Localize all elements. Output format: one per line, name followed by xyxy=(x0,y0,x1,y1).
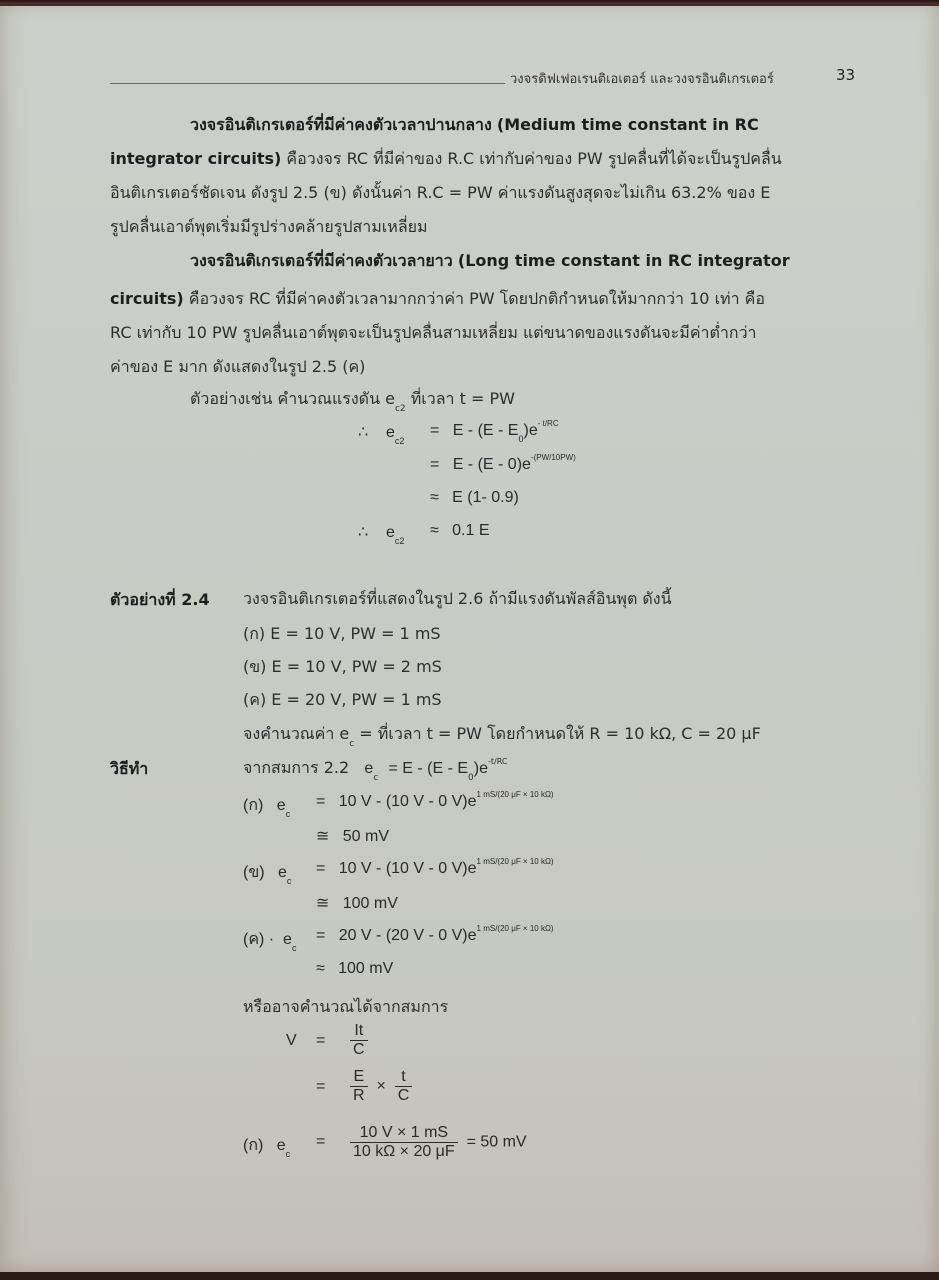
eq-result: 0.1 E xyxy=(452,522,490,539)
part-tag: (ก) xyxy=(243,797,264,814)
part-result: 100 mV xyxy=(342,895,398,912)
frac-num: t xyxy=(395,1068,413,1087)
alt-eq-lhs: V xyxy=(286,1032,297,1049)
final-calc-frac xyxy=(350,1124,527,1161)
eq-expr: E (1- 0.9) xyxy=(452,489,519,506)
question-text-after: = ที่เวลา t = PW โดยกำหนดให้ R = 10 kΩ, C = 20 μF xyxy=(354,724,761,743)
solution-part-c-rhs: = 20 V - (20 V - 0 $V)e^{1 mS/(20 \mu F \times 10 k\Omega)}$ xyxy=(316,924,554,944)
medium-line-3: อินติเกรเตอร์ชัดเจน ดังรูป 2.5 (ข) ดังนั้นค่า R.C = PW ค่าแรงดันสูงสุดจะไม่เกิน 63.2% ของ E xyxy=(110,183,771,202)
derivation-step-1-rhs xyxy=(430,419,559,444)
eq-sub: 0 xyxy=(518,434,524,444)
part-result: 50 mV xyxy=(342,828,389,845)
example-intro-text-after: ที่เวลา t = PW xyxy=(405,389,515,408)
solution-part-c xyxy=(243,927,296,952)
medium-line-2 xyxy=(110,142,782,176)
part-tag: (ค) · xyxy=(243,931,275,948)
eq-sup: -(PW/10PW) xyxy=(530,453,576,462)
solution-part-a-rhs: = 10 V - (10 V - 0 $V)e^{1 mS/(20 \mu F \times 10 k\Omega)}$ xyxy=(316,790,554,810)
medium-title-en: (Medium time constant in RC xyxy=(496,115,759,134)
eq-rhs-sub: 0 xyxy=(468,773,474,783)
frac-den: 10 kΩ × 20 μF xyxy=(353,1143,455,1160)
medium-title-en-cont: integrator circuits) xyxy=(110,149,282,168)
from-equation-text: จากสมการ 2.2 xyxy=(243,758,350,777)
part-lhs: e xyxy=(283,931,292,948)
medium-line-2-text: คือวงจร RC ที่มีค่าของ R.C เท่ากับค่าของ PW รูปคลื่นที่ได้จะเป็นรูปคลื่น xyxy=(286,149,782,168)
frac-num: E xyxy=(350,1068,368,1087)
therefore-symbol: ∴ xyxy=(358,424,369,441)
eq-lhs-sub: c2 xyxy=(394,436,405,446)
frac-den: R xyxy=(353,1087,365,1104)
part-sub: c xyxy=(285,1149,291,1159)
part-lhs: e xyxy=(276,797,286,814)
eq-op: = xyxy=(430,422,440,439)
eq-sup: - t/RC xyxy=(537,419,559,428)
final-calc-lhs xyxy=(243,1133,290,1158)
part-sup: 1 mS/(20 μF × 10 kΩ) xyxy=(476,924,554,933)
part-sup: 1 mS/(20 μF × 10 kΩ) xyxy=(476,857,554,866)
long-line-2 xyxy=(110,282,765,316)
part-lhs: e xyxy=(276,1137,286,1154)
long-section-heading xyxy=(190,244,790,278)
derivation-step-1 xyxy=(358,422,405,446)
example-case-a: (ก) E = 10 V, PW = 1 mS xyxy=(243,624,441,643)
example-case-b: (ข) E = 10 V, PW = 2 mS xyxy=(243,657,442,676)
part-sub: c xyxy=(285,809,291,819)
solution-part-c-result xyxy=(316,960,393,978)
eq-lhs: e xyxy=(364,760,374,777)
example-question xyxy=(243,717,761,754)
eq-op: = xyxy=(430,456,440,473)
long-line-4: ค่าของ E มาก ดังแสดงในรูป 2.5 (ค) xyxy=(110,357,366,376)
frac-den: C xyxy=(397,1087,410,1104)
eq-sup: -t/RC xyxy=(488,757,508,766)
final-result: = 50 mV xyxy=(466,1133,527,1151)
solution-label xyxy=(110,757,148,782)
long-title-th: วงจรอินติเกรเตอร์ที่มีค่าคงตัวเวลายาว xyxy=(190,251,453,270)
approx-op: ≅ xyxy=(316,895,330,912)
eq-op: ≈ xyxy=(430,522,439,539)
part-expr: 10 V - (10 V - 0 V)e xyxy=(338,793,477,810)
eq-lhs: e xyxy=(385,524,395,541)
solution-part-b-result xyxy=(316,893,398,913)
solution-part-a-result xyxy=(316,826,389,846)
example-2-4-label xyxy=(110,588,210,613)
example-label: ตัวอย่างที่ 2.4 xyxy=(110,590,210,609)
fraction-final xyxy=(350,1124,458,1161)
question-sub: c xyxy=(349,739,355,749)
solution-part-b-rhs: = 10 V - (10 V - 0 $V)e^{1 mS/(20 \mu F \times 10 k\Omega)}$ xyxy=(316,857,554,877)
eq-op: ≈ xyxy=(430,489,439,506)
frac-num: It xyxy=(350,1022,368,1041)
approx-op: ≈ xyxy=(316,960,325,977)
book-page xyxy=(0,2,939,1272)
example-intro-sub: c2 xyxy=(394,404,406,414)
eq-expr2: )e xyxy=(523,422,538,439)
part-sub: c xyxy=(291,943,297,953)
example-2-4-statement: วงจรอินติเกรเตอร์ที่แสดงในรูป 2.6 ถ้ามีแรงดันพัลส์อินพุต ดังนี้ xyxy=(243,589,672,608)
part-sup: 1 mS/(20 μF × 10 kΩ) xyxy=(476,790,554,799)
medium-section-heading xyxy=(190,108,854,142)
part-tag: (ข) xyxy=(243,864,265,881)
fraction-e-over-r xyxy=(350,1068,368,1105)
solution-part-b xyxy=(243,860,291,885)
fraction-t-over-c xyxy=(395,1068,413,1105)
page-top-edge xyxy=(0,2,939,6)
part-sub: c xyxy=(286,876,292,886)
eq-lhs: e xyxy=(385,424,395,441)
therefore-symbol: ∴ xyxy=(358,524,369,541)
derivation-result-rhs xyxy=(430,522,489,540)
example-intro-line xyxy=(190,382,515,419)
derivation-step-3 xyxy=(430,489,519,507)
approx-op: ≅ xyxy=(316,828,330,845)
page-number: 33 xyxy=(836,66,856,84)
final-calc-op: = xyxy=(316,1133,326,1150)
alt-eq-op-2: = xyxy=(316,1078,326,1095)
solution-equation xyxy=(243,751,507,788)
part-tag: (ก) xyxy=(243,1137,264,1154)
part-result: 100 mV xyxy=(338,960,394,977)
derivation-step-2 xyxy=(430,453,576,474)
long-line-3: RC เท่ากับ 10 PW รูปคลื่นเอาต์พุตจะเป็นรูปคลื่นสามเหลี่ยม แต่ขนาดของแรงดันจะมีค่าต่ำกว่า xyxy=(110,323,757,342)
example-intro-text: ตัวอย่างเช่น คำนวณแรงดัน e xyxy=(190,389,395,408)
derivation-result xyxy=(358,522,405,546)
alt-frac-2 xyxy=(350,1068,412,1105)
fraction-it-over-c xyxy=(350,1022,368,1059)
times-symbol: × xyxy=(376,1077,386,1095)
alt-frac-1 xyxy=(350,1022,368,1059)
eq-rhs2: )e xyxy=(473,760,488,777)
eq-lhs-sub: c2 xyxy=(394,536,405,546)
part-expr: 20 V - (20 V - 0 V)e xyxy=(338,927,477,944)
alt-eq-op-1: = xyxy=(316,1032,326,1049)
solution-part-a xyxy=(243,793,290,818)
frac-den: C xyxy=(353,1041,365,1058)
running-header-title: วงจรดิฟเฟอเรนติเอเตอร์ และวงจรอินติเกรเตอร์ xyxy=(510,72,774,87)
long-title-en: (Long time constant in RC integrator xyxy=(457,251,790,270)
eq-expr: E - (E - E xyxy=(452,422,519,439)
medium-title-th: วงจรอินติเกรเตอร์ที่มีค่าคงตัวเวลาปานกลาง xyxy=(190,115,492,134)
solution-label-text: วิธีทำ xyxy=(110,759,149,778)
alt-method-intro: หรืออาจคำนวณได้จากสมการ xyxy=(243,997,449,1016)
medium-line-4: รูปคลื่นเอาต์พุตเริ่มมีรูปร่างคล้ายรูปสามเหลี่ยม xyxy=(110,217,428,236)
eq-rhs: = E - (E - E xyxy=(388,760,469,777)
header-rule xyxy=(110,83,505,84)
eq-sub: c xyxy=(373,773,379,783)
long-title-en-cont: circuits) xyxy=(110,289,184,308)
example-case-c: (ค) E = 20 V, PW = 1 mS xyxy=(243,690,442,709)
frac-num: 10 V × 1 mS xyxy=(350,1124,458,1143)
part-lhs: e xyxy=(277,864,287,881)
part-expr: 10 V - (10 V - 0 V)e xyxy=(338,860,477,877)
question-text: จงคำนวณค่า e xyxy=(243,724,350,743)
long-line-2-text: คือวงจร RC ที่มีค่าคงตัวเวลามากกว่าค่า PW โดยปกติกำหนดให้มากกว่า 10 เท่า คือ xyxy=(188,289,765,308)
eq-expr: E - (E - 0)e xyxy=(452,456,531,473)
